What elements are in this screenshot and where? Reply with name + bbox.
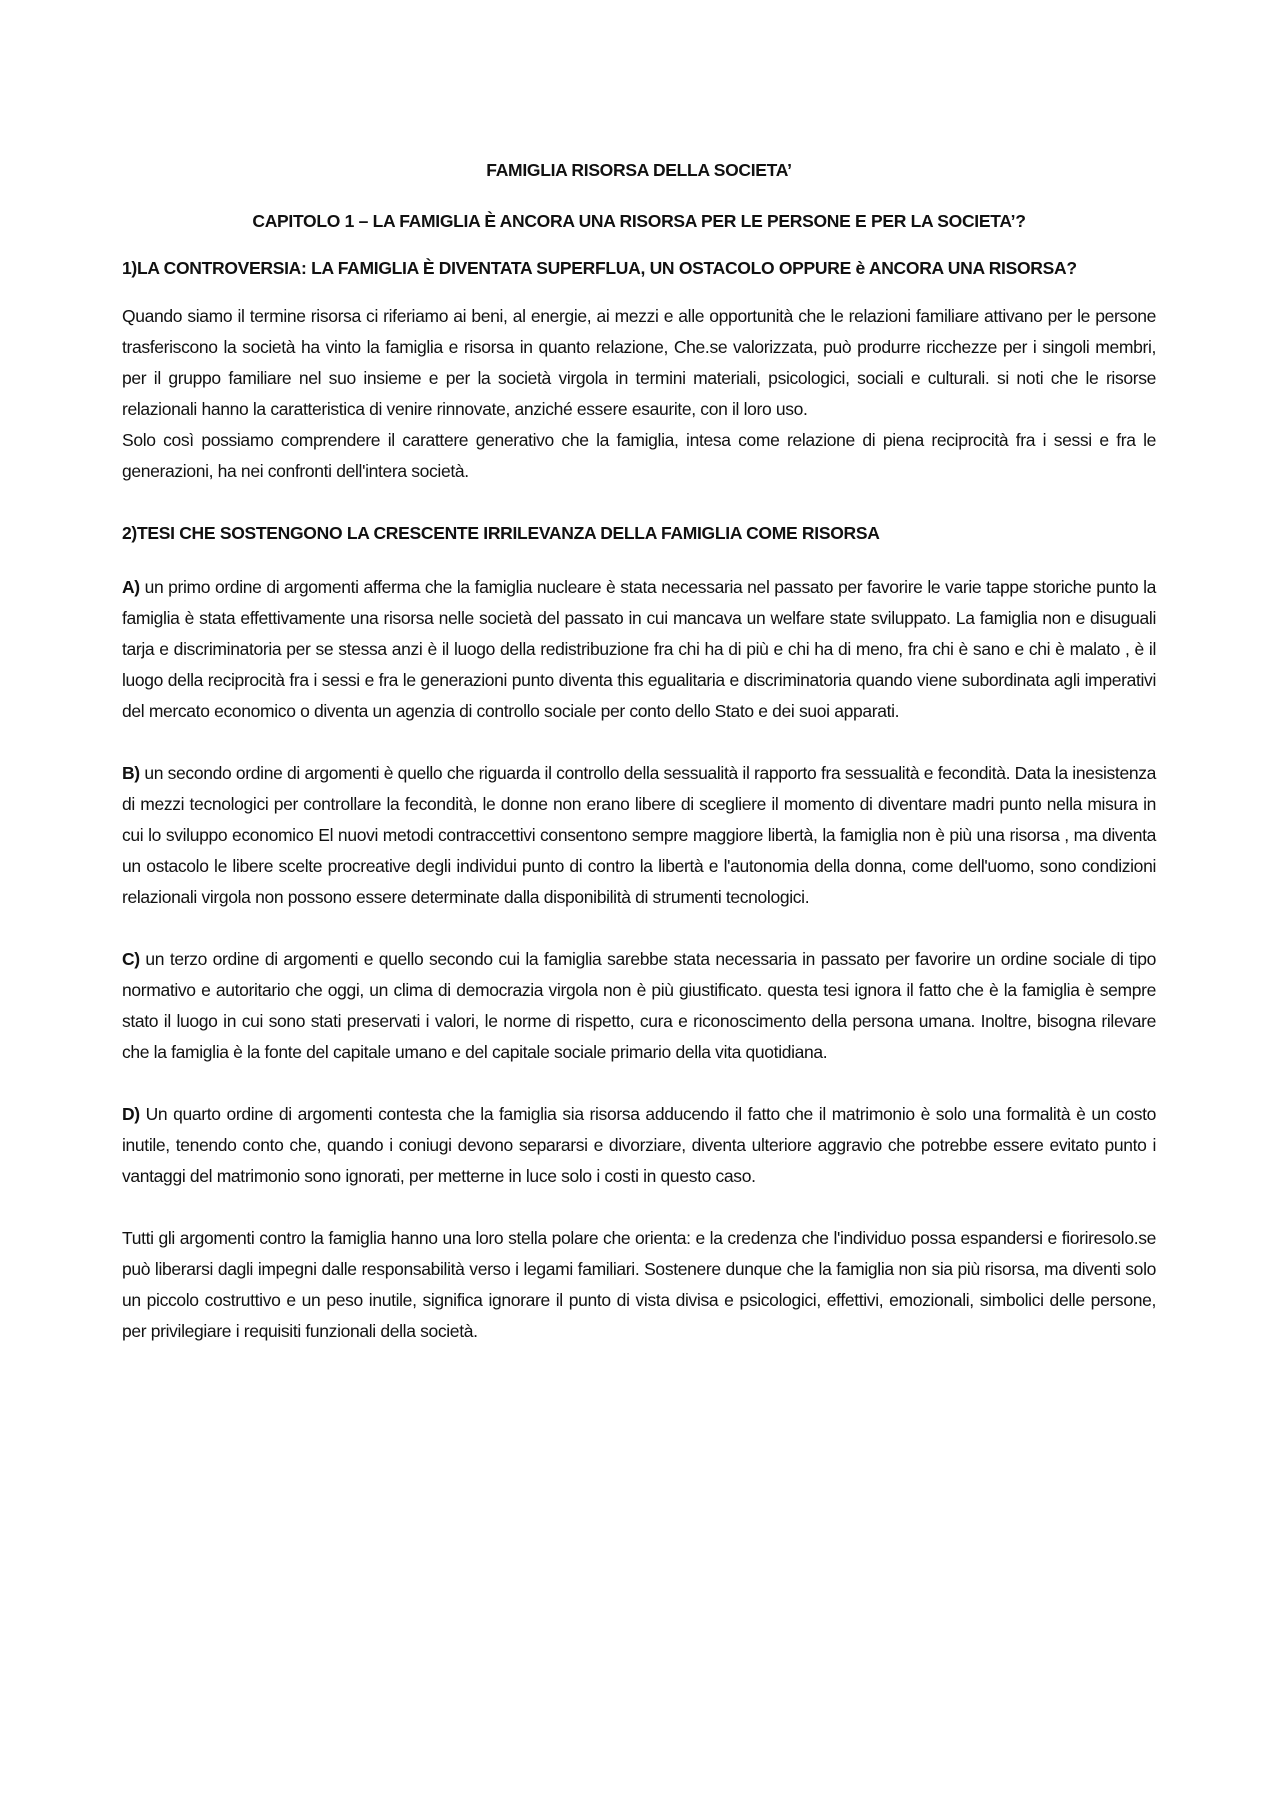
argument-label: D) <box>122 1104 140 1124</box>
argument-text: Un quarto ordine di argomenti contesta che la famiglia sia risorsa adducendo il fatto che il matrimonio è solo una formalità è un costo inutile, tenendo conto che, quando i coniugi devono separarsi e divorziare, diventa ulteriore aggravio che potrebbe essere evitato punto i vantaggi del matrimonio sono ignorati, per metterne in luce solo i costi in questo caso. <box>122 1104 1156 1186</box>
argument-text: un primo ordine di argomenti afferma che la famiglia nucleare è stata necessaria nel passato per favorire le varie tappe storiche punto la famiglia è stata effettivamente una risorsa nelle società del passato in cui mancava un welfare state sviluppato. La famiglia non e disuguali tarja e discriminatoria per se stessa anzi è il luogo della redistribuzione fra chi ha di più e chi ha di meno, fra chi è sano e chi è malato , è il luogo della reciprocità fra i sessi e fra le generazioni punto diventa this egualitaria e discriminatoria quando viene subordinata agli imperativi del mercato economico o diventa un agenzia di controllo sociale per conto dello Stato e dei suoi apparati. <box>122 577 1156 721</box>
argument-d <box>122 1099 1156 1192</box>
argument-c <box>122 944 1156 1068</box>
argument-a <box>122 572 1156 727</box>
chapter-heading: CAPITOLO 1 – LA FAMIGLIA È ANCORA UNA RISORSA PER LE PERSONE E PER LA SOCIETA’? <box>252 211 1026 231</box>
section-1-heading: 1)LA CONTROVERSIA: LA FAMIGLIA È DIVENTATA SUPERFLUA, UN OSTACOLO OPPURE è ANCORA UNA RISORSA? <box>122 258 1077 278</box>
argument-label: A) <box>122 577 140 597</box>
argument-text: un secondo ordine di argomenti è quello che riguarda il controllo della sessualità il rapporto fra sessualità e fecondità. Data la inesistenza di mezzi tecnologici per controllare la fecondità, le donne non erano libere di scegliere il momento di diventare madri punto nella misura in cui lo sviluppo economico El nuovi metodi contraccettivi consentono sempre maggiore libertà, la famiglia non è più una risorsa , ma diventa un ostacolo le libere scelte procreative degli individui punto di contro la libertà e l'autonomia della donna, come dell'uomo, sono condizioni relazionali virgola non possono essere determinate dalla disponibilità di strumenti tecnologici. <box>122 763 1156 907</box>
argument-label: C) <box>122 949 140 969</box>
document-title: FAMIGLIA RISORSA DELLA SOCIETA’ <box>486 160 792 180</box>
section-1-paragraph-2: Solo così possiamo comprendere il carattere generativo che la famiglia, intesa come relazione di piena reciprocità fra i sessi e fra le generazioni, ha nei confronti dell'intera società. <box>122 430 1156 481</box>
argument-label: B) <box>122 763 140 783</box>
argument-b <box>122 758 1156 913</box>
section-1-paragraph-1: Quando siamo il termine risorsa ci riferiamo ai beni, al energie, ai mezzi e alle opportunità che le relazioni familiare attivano per le persone trasferiscono la società ha vinto la famiglia e risorsa in quanto relazione, Che.se valorizzata, può produrre ricchezze per i singoli membri, per il gruppo familiare nel suo insieme e per la società virgola in termini materiali, psicologici, sociali e culturali. si noti che le risorse relazionali hanno la caratteristica di venire rinnovate, anziché essere esaurite, con il loro uso. <box>122 306 1156 419</box>
argument-text: un terzo ordine di argomenti e quello secondo cui la famiglia sarebbe stata necessaria in passato per favorire un ordine sociale di tipo normativo e autoritario che oggi, un clima di democrazia virgola non è più giustificato. questa tesi ignora il fatto che è la famiglia è sempre stato il luogo in cui sono stati preservati i valori, le norme di rispetto, cura e riconoscimento della persona umana. Inoltre, bisogna rilevare che la famiglia è la fonte del capitale umano e del capitale sociale primario della vita quotidiana. <box>122 949 1156 1062</box>
conclusion-paragraph: Tutti gli argomenti contro la famiglia hanno una loro stella polare che orienta: e la credenza che l'individuo possa espandersi e fioriresolo.se può liberarsi dagli impegni dalle responsabilità verso i legami familiari. Sostenere dunque che la famiglia non sia più risorsa, ma diventi solo un piccolo costruttivo e un peso inutile, significa ignorare il punto di vista divisa e psicologici, effettivi, emozionali, simbolici delle persone, per privilegiare i requisiti funzionali della società. <box>122 1228 1156 1341</box>
document-page <box>122 155 1156 1347</box>
section-2-heading: 2)TESI CHE SOSTENGONO LA CRESCENTE IRRILEVANZA DELLA FAMIGLIA COME RISORSA <box>122 523 880 543</box>
